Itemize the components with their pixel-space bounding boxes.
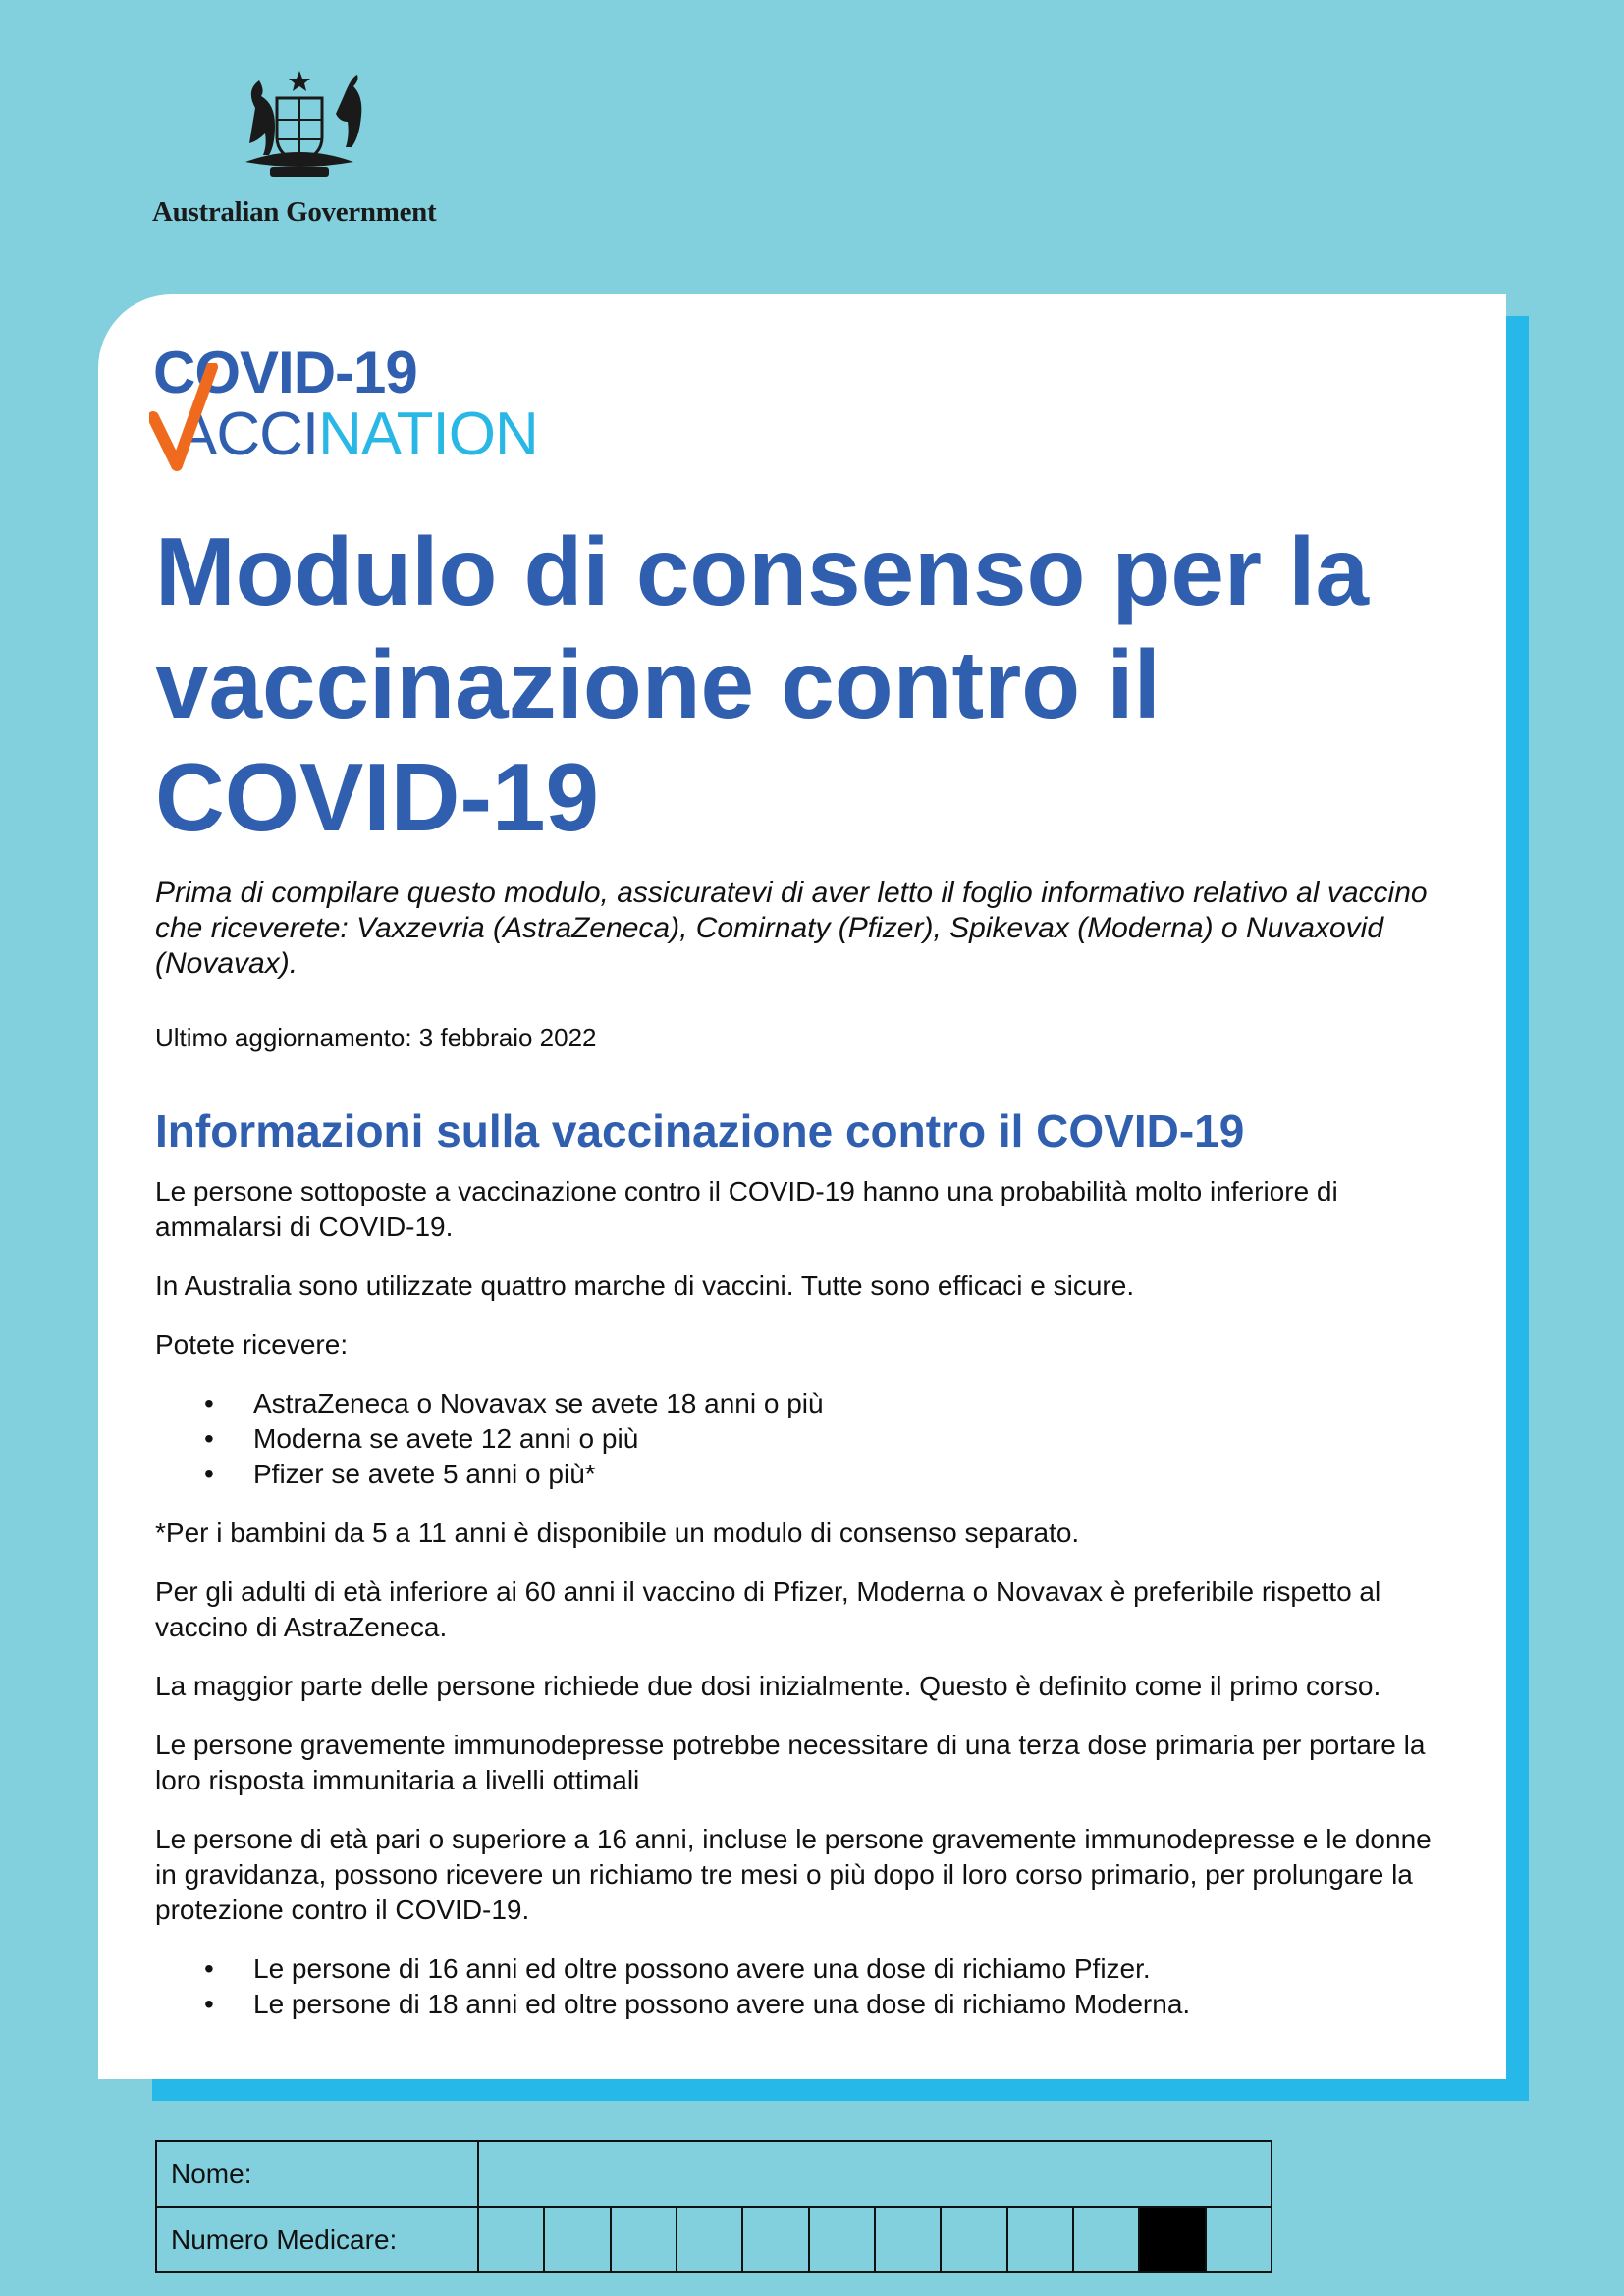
page-title: Modulo di consenso per la vaccinazione contro il COVID-19	[155, 517, 1370, 851]
medicare-digit-cells	[479, 2208, 1271, 2271]
medicare-digit-cell[interactable]	[741, 2208, 807, 2271]
paragraph: Per gli adulti di età inferiore ai 60 anni il vaccino di Pfizer, Moderna o Novavax è preferibile rispetto al vaccino di AstraZeneca.	[155, 1576, 1381, 1642]
logo-line2-part1: ACCI	[177, 400, 319, 468]
logo-line2	[177, 400, 538, 468]
government-header	[147, 69, 461, 236]
medicare-digit-cell[interactable]	[808, 2208, 874, 2271]
vaccine-eligibility-list	[155, 1386, 1451, 1492]
intro-text: Prima di compilare questo modulo, assicuratevi di aver letto il foglio informativo relativo al vaccino che riceverete: Vaxzevria (AstraZeneca), Comirnaty (Pfizer), Spikevax (Moderna) o Nuvaxovid (Novavax).	[155, 877, 1428, 980]
patient-id-form	[155, 2140, 1272, 2273]
medicare-digit-cell[interactable]	[676, 2208, 741, 2271]
medicare-digit-cell[interactable]	[1138, 2208, 1204, 2271]
booster-list	[155, 1951, 1451, 2022]
name-field[interactable]	[478, 2141, 1272, 2207]
logo-line1: COVID-19	[153, 340, 417, 405]
medicare-digit-cell[interactable]	[1006, 2208, 1072, 2271]
paragraph: La maggior parte delle persone richiede due dosi inizialmente. Questo è definito come il primo corso.	[155, 1671, 1381, 1701]
paragraph: Le persone sottoposte a vaccinazione contro il COVID-19 hanno una probabilità molto inferiore di ammalarsi di COVID-19.	[155, 1176, 1338, 1242]
paragraph: Le persone di età pari o superiore a 16 anni, incluse le persone gravemente immunodepresse e le donne in gravidanza, possono ricevere un richiamo tre mesi o più dopo il loro corso primario, per prolungare la protezione contro il COVID-19.	[155, 1824, 1432, 1925]
medicare-digit-cell[interactable]	[874, 2208, 940, 2271]
list-item: • AstraZeneca o Novavax se avete 18 anni o più	[155, 1386, 1451, 1421]
paragraph: Potete ricevere:	[155, 1329, 349, 1360]
section-title: Informazioni sulla vaccinazione contro il COVID-19	[155, 1105, 1245, 1156]
medicare-digit-cell[interactable]	[1205, 2208, 1271, 2271]
coat-of-arms-icon	[216, 69, 383, 191]
section-body	[155, 1174, 1451, 2046]
medicare-label: Numero Medicare:	[156, 2207, 478, 2272]
checkmark-icon	[149, 363, 218, 471]
medicare-number-field[interactable]	[478, 2207, 1272, 2272]
paragraph: *Per i bambini da 5 a 11 anni è disponibile un modulo di consenso separato.	[155, 1518, 1080, 1548]
list-item: • Moderna se avete 12 anni o più	[155, 1421, 1451, 1457]
list-item: • Le persone di 18 anni ed oltre possono avere una dose di richiamo Moderna.	[155, 1987, 1451, 2022]
medicare-digit-cell[interactable]	[940, 2208, 1005, 2271]
last-updated: Ultimo aggiornamento: 3 febbraio 2022	[155, 1023, 597, 1052]
medicare-digit-cell[interactable]	[543, 2208, 609, 2271]
covid-vaccination-logo	[149, 340, 601, 471]
list-item: • Le persone di 16 anni ed oltre possono avere una dose di richiamo Pfizer.	[155, 1951, 1451, 1987]
medicare-digit-cell[interactable]	[610, 2208, 676, 2271]
list-item: • Pfizer se avete 5 anni o più*	[155, 1457, 1451, 1492]
medicare-digit-cell[interactable]	[479, 2208, 543, 2271]
medicare-digit-cell[interactable]	[1072, 2208, 1138, 2271]
name-label: Nome:	[156, 2141, 478, 2207]
paragraph: Le persone gravemente immunodepresse potrebbe necessitare di una terza dose primaria per portare la loro risposta immunitaria a livelli ottimali	[155, 1730, 1426, 1795]
logo-line2-part2: NATION	[318, 400, 538, 468]
paragraph: In Australia sono utilizzate quattro marche di vaccini. Tutte sono efficaci e sicure.	[155, 1270, 1135, 1301]
government-name: Australian Government	[152, 196, 437, 228]
